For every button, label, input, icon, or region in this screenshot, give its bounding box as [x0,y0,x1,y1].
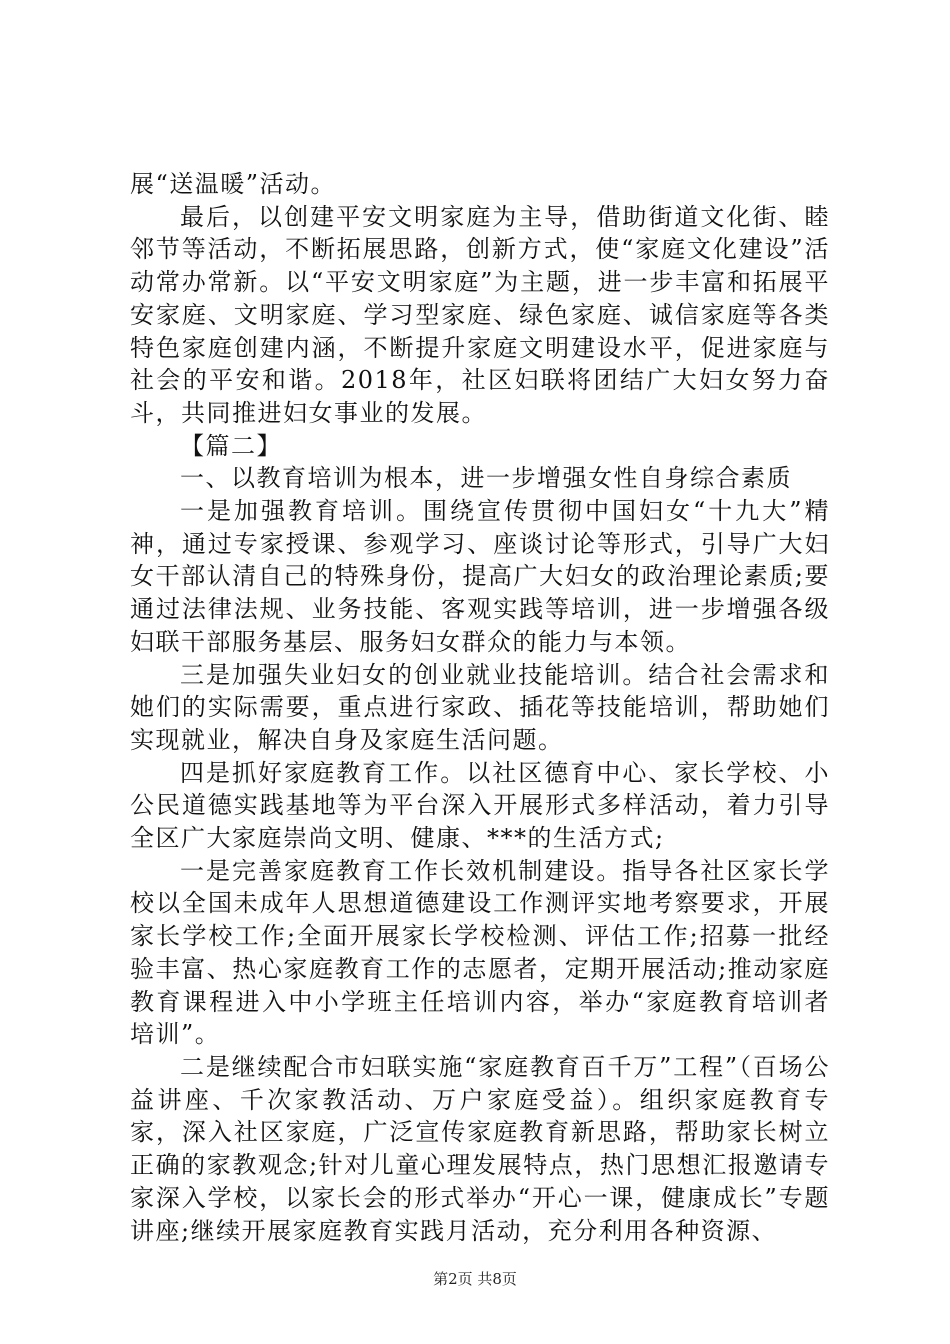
paragraph: 最后，以创建平安文明家庭为主导，借助街道文化街、睦邻节等活动，不断拓展思路，创新方式，使“家庭文化建设”活动常办常新。以“平安文明家庭”为主题，进一步丰富和拓展平安家庭、文明家庭、学习型家庭、绿色家庭、诚信家庭等各类特色家庭创建内涵，不断提升家庭文明建设水平，促进家庭与社会的平安和谐。2018年，社区妇联将团结广大妇女努力奋斗，共同推进妇女事业的发展。 [130,202,830,427]
paragraph: 一是加强教育培训。围绕宣传贯彻中国妇女“十九大”精神，通过专家授课、参观学习、座谈讨论等形式，引导广大妇女干部认清自己的特殊身份，提高广大妇女的政治理论素质;要通过法律法规、业务技能、客观实践等培训，进一步增强各级妇联干部服务基层、服务妇女群众的能力与本领。 [130,497,830,656]
paragraph: 一是完善家庭教育工作长效机制建设。指导各社区家长学校以全国未成年人思想道德建设工作测评实地考察要求，开展家长学校工作;全面开展家长学校检测、评估工作;招募一批经验丰富、热心家庭教育工作的志愿者，定期开展活动;推动家庭教育课程进入中小学班主任培训内容，举办“家庭教育培训者培训”。 [130,856,830,1049]
section-heading: 【篇二】 [180,431,282,460]
paragraph: 二是继续配合市妇联实施“家庭教育百千万”工程”（百场公益讲座、千次家教活动、万户家庭受益）。组织家庭教育专家，深入社区家庭，广泛宣传家庭教育新思路，帮助家长树立正确的家教观念;针对儿童心理发展特点，热门思想汇报邀请专家深入学校，以家长会的形式举办“开心一课，健康成长”专题讲座;继续开展家庭教育实践月活动，充分利用各种资源、 [130,1052,830,1245]
paragraph: 四是抓好家庭教育工作。以社区德育中心、家长学校、小公民道德实践基地等为平台深入开展形式多样活动，着力引导全区广大家庭崇尚文明、健康、***的生活方式; [130,758,830,853]
page-number-footer: 第2页 共8页 [433,1270,517,1288]
subsection-heading: 一、以教育培训为根本，进一步增强女性自身综合素质 [180,464,792,493]
paragraph: 展“送温暖”活动。 [130,170,337,198]
paragraph: 三是加强失业妇女的创业就业技能培训。结合社会需求和她们的实际需要，重点进行家政、插花等技能培训，帮助她们实现就业，解决自身及家庭生活问题。 [130,660,830,754]
document-body [130,168,830,1247]
